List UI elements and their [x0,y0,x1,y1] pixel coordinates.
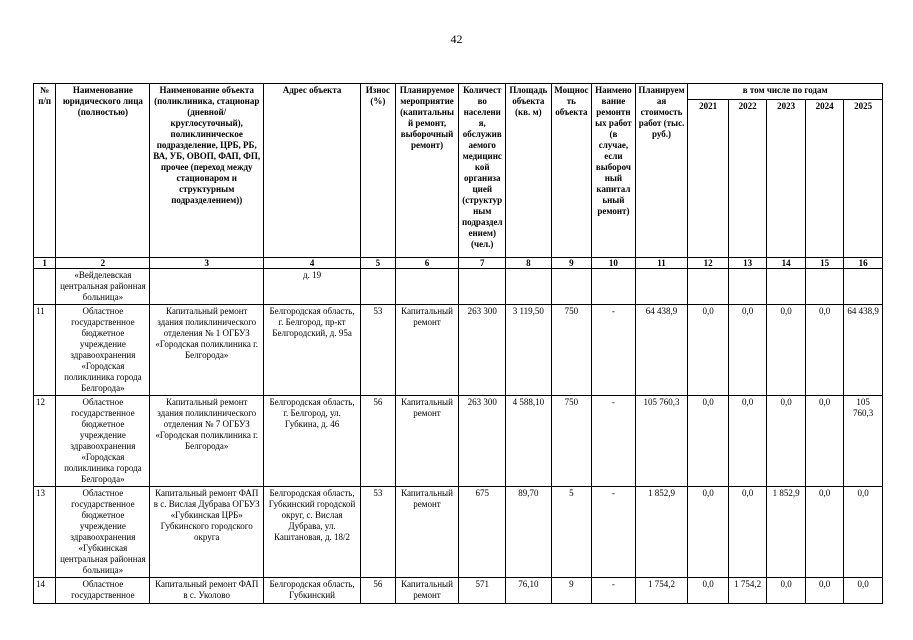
cost-cell: 64 438,9 [635,305,688,396]
column-numbers-row [34,258,883,269]
measure-cell [395,269,459,305]
wear-cell: 53 [361,487,395,578]
year-2024-cell [805,269,843,305]
year-2023-cell: 0,0 [767,578,805,604]
column-number: 5 [361,258,395,269]
header-planned-measure: Планируемое мероприятие (капитальный ремонт, выборочный ремонт) [395,84,459,258]
column-number: 10 [592,258,636,269]
address-cell: Белгородская область, г. Белгород, ул. Губкина, д. 46 [263,396,360,487]
year-2025-cell: 105 760,3 [844,396,883,487]
object-name-cell [150,269,263,305]
capacity-cell: 750 [551,305,592,396]
legal-entity-cell: Областное государственное [56,578,150,604]
header-wear: Износ (%) [361,84,395,258]
area-cell: 89,70 [506,487,552,578]
header-repair-works: Наименование ремонтных работ (в случае, если выборочный капитальный ремонт) [592,84,636,258]
year-2021-cell: 0,0 [688,487,729,578]
header-years-group: в том числе по годам [688,84,883,100]
address-cell: Белгородская область, г. Белгород, пр-кт Белгородский, д. 95а [263,305,360,396]
year-2024-cell: 0,0 [805,396,843,487]
page-number: 42 [450,32,463,46]
year-2021-cell: 0,0 [688,396,729,487]
header-area: Площадь объекта (кв. м) [506,84,552,258]
population-cell [459,269,506,305]
year-2021-cell: 0,0 [688,305,729,396]
header-legal-entity: Наименование юридического лица (полностью) [56,84,150,258]
column-number: 9 [551,258,592,269]
column-number: 1 [34,258,56,269]
year-2022-cell: 0,0 [728,487,766,578]
row-number: 13 [34,487,56,578]
year-2025-cell: 0,0 [844,578,883,604]
measure-cell: Капитальный ремонт [395,305,459,396]
legal-entity-cell: «Вейделевская центральная районная больница» [56,269,150,305]
table-row [34,396,883,487]
area-cell [506,269,552,305]
legal-entity-cell: Областное государственное бюджетное учреждение здравоохранения «Губкинская центральная районная больница» [56,487,150,578]
population-cell: 675 [459,487,506,578]
area-cell: 76,10 [506,578,552,604]
header-year-2022: 2022 [728,100,766,258]
repair-works-cell: - [592,578,636,604]
capacity-cell [551,269,592,305]
column-number: 16 [844,258,883,269]
row-number: 12 [34,396,56,487]
table-row [34,578,883,604]
column-number: 8 [506,258,552,269]
table-row [34,305,883,396]
address-cell: д. 19 [263,269,360,305]
row-number: 11 [34,305,56,396]
capital-repair-table [33,83,883,604]
repair-works-cell [592,269,636,305]
header-planned-cost: Планируемая стоимость работ (тыс. руб.) [635,84,688,258]
column-number: 15 [805,258,843,269]
population-cell: 263 300 [459,396,506,487]
area-cell: 4 588,10 [506,396,552,487]
column-number: 6 [395,258,459,269]
legal-entity-cell: Областное государственное бюджетное учреждение здравоохранения «Городская поликлиника города Белгорода» [56,396,150,487]
header-number: № п/п [34,84,56,258]
measure-cell: Капитальный ремонт [395,578,459,604]
wear-cell: 53 [361,305,395,396]
repair-works-cell: - [592,305,636,396]
object-name-cell: Капитальный ремонт здания поликлинического отделения № 7 ОГБУЗ «Городская поликлиника г. Белгорода» [150,396,263,487]
population-cell: 571 [459,578,506,604]
year-2025-cell [844,269,883,305]
repair-works-cell: - [592,487,636,578]
header-object-name: Наименование объекта (поликлиника, стационар (дневной/ круглосуточный), поликлиническое подразделение, ЦРБ, РБ, ВА, УБ, ОВОП, ФАП, ФП, прочее (переход между стационаром и структурным подразделением)) [150,84,263,258]
header-capacity: Мощность объекта [551,84,592,258]
cost-cell [635,269,688,305]
header-address: Адрес объекта [263,84,360,258]
year-2025-cell: 64 438,9 [844,305,883,396]
area-cell: 3 119,50 [506,305,552,396]
header-population: Количество населения, обслуживаемого медицинской организацией (структурным подразделением) (чел.) [459,84,506,258]
year-2024-cell: 0,0 [805,487,843,578]
object-name-cell: Капитальный ремонт здания поликлинического отделения № 1 ОГБУЗ «Городская поликлиника г. Белгорода» [150,305,263,396]
year-2022-cell: 0,0 [728,305,766,396]
year-2021-cell: 0,0 [688,578,729,604]
year-2022-cell [728,269,766,305]
column-number: 4 [263,258,360,269]
year-2025-cell: 0,0 [844,487,883,578]
table-row [34,487,883,578]
column-number: 13 [728,258,766,269]
wear-cell: 56 [361,396,395,487]
capacity-cell: 750 [551,396,592,487]
cost-cell: 105 760,3 [635,396,688,487]
wear-cell: 56 [361,578,395,604]
cost-cell: 1 852,9 [635,487,688,578]
population-cell: 263 300 [459,305,506,396]
year-2024-cell: 0,0 [805,578,843,604]
address-cell: Белгородская область, Губкинский [263,578,360,604]
column-number: 7 [459,258,506,269]
year-2022-cell: 1 754,2 [728,578,766,604]
row-number: 14 [34,578,56,604]
table-row [34,269,883,305]
object-name-cell: Капитальный ремонт ФАП в с. Уколово [150,578,263,604]
column-number: 12 [688,258,729,269]
column-number: 2 [56,258,150,269]
header-year-2023: 2023 [767,100,805,258]
year-2024-cell: 0,0 [805,305,843,396]
measure-cell: Капитальный ремонт [395,396,459,487]
column-number: 11 [635,258,688,269]
column-number: 14 [767,258,805,269]
capacity-cell: 5 [551,487,592,578]
column-number: 3 [150,258,263,269]
year-2022-cell: 0,0 [728,396,766,487]
legal-entity-cell: Областное государственное бюджетное учреждение здравоохранения «Городская поликлиника города Белгорода» [56,305,150,396]
header-year-2021: 2021 [688,100,729,258]
year-2023-cell: 0,0 [767,396,805,487]
address-cell: Белгородская область, Губкинский городской округ, с. Вислая Дубрава, ул. Каштановая, д. 18/2 [263,487,360,578]
header-year-2025: 2025 [844,100,883,258]
wear-cell [361,269,395,305]
year-2023-cell: 0,0 [767,305,805,396]
cost-cell: 1 754,2 [635,578,688,604]
header-year-2024: 2024 [805,100,843,258]
measure-cell: Капитальный ремонт [395,487,459,578]
row-number [34,269,56,305]
year-2021-cell [688,269,729,305]
year-2023-cell [767,269,805,305]
object-name-cell: Капитальный ремонт ФАП в с. Вислая Дубрава ОГБУЗ «Губкинская ЦРБ» Губкинского городского округа [150,487,263,578]
repair-works-cell: - [592,396,636,487]
year-2023-cell: 1 852,9 [767,487,805,578]
capacity-cell: 9 [551,578,592,604]
